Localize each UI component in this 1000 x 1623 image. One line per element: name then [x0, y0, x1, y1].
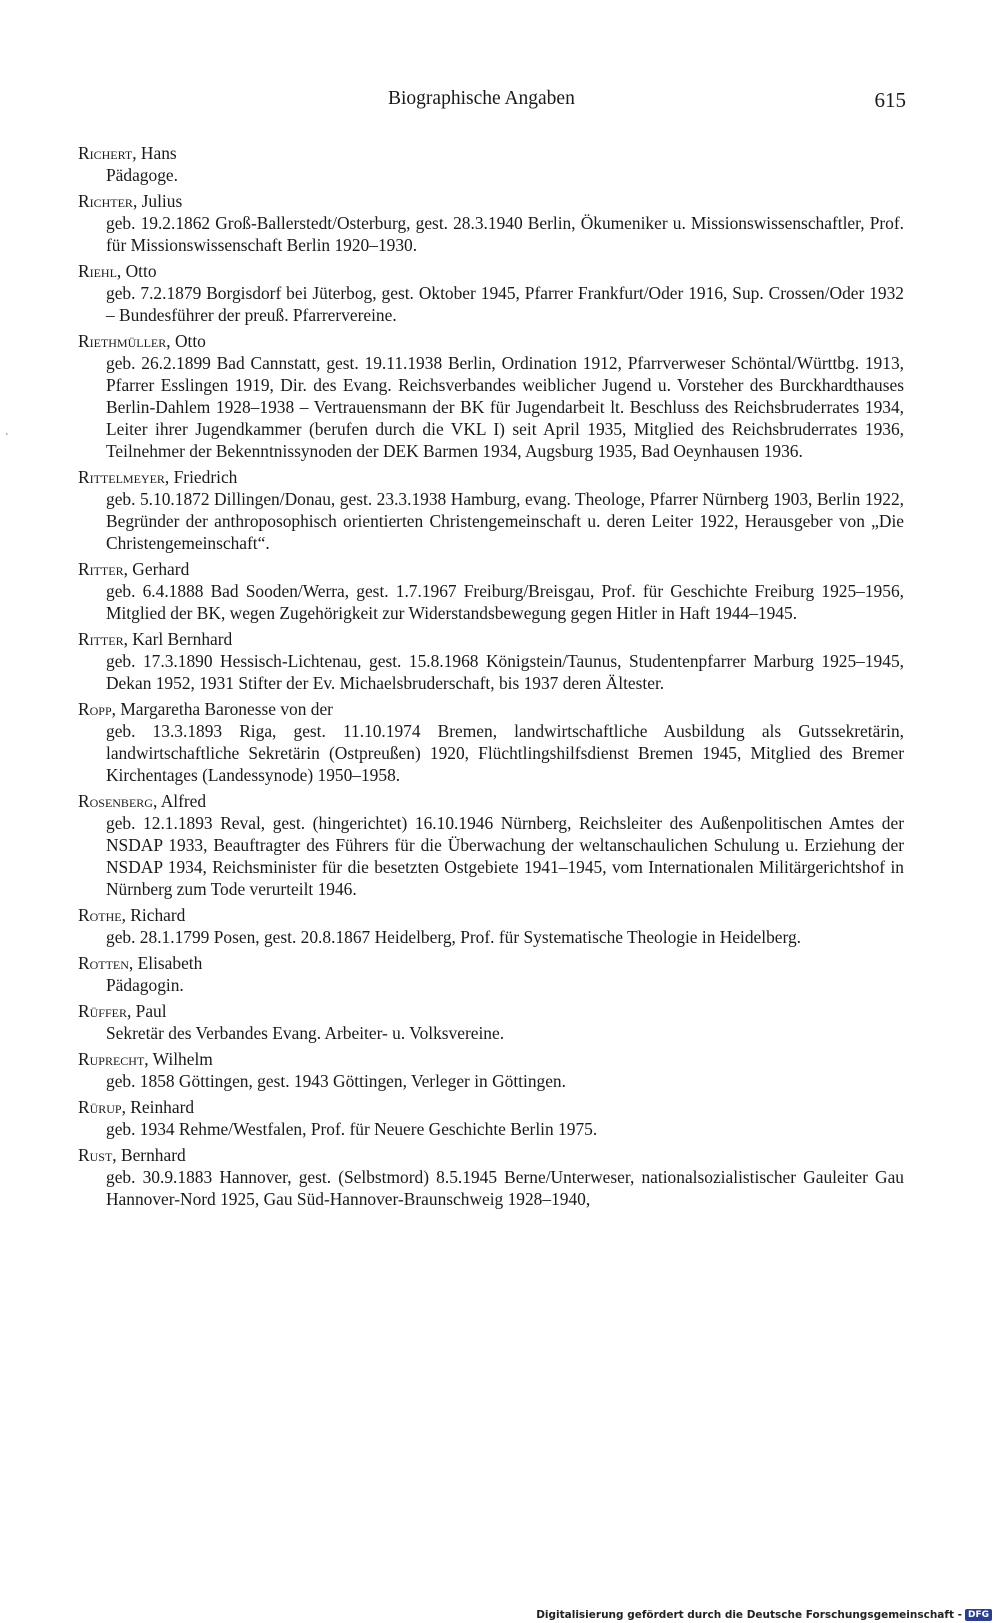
entry-biography: Sekretär des Verbandes Evang. Arbeiter- u. Volksvereine. — [106, 1023, 505, 1043]
entry-given-name: , Bernhard — [112, 1145, 186, 1165]
entry-surname: Riehl — [78, 261, 117, 281]
biography-entry — [78, 952, 904, 996]
entry-biography: geb. 19.2.1862 Groß-Ballerstedt/Osterburg, gest. 28.3.1940 Berlin, Ökumeniker u. Missionswissenschaftler, Prof. für Missionswissenschaft Berlin 1920–1930. — [106, 213, 904, 255]
entry-surname: Rürup — [78, 1097, 122, 1117]
page-header — [76, 88, 906, 118]
biography-entry — [78, 466, 904, 554]
entry-given-name: , Reinhard — [121, 1097, 195, 1117]
footer-credit: Digitalisierung gefördert durch die Deutsche Forschungsgemeinschaft - — [536, 1609, 962, 1621]
entry-name — [78, 1096, 904, 1118]
running-title: Biographische Angaben — [388, 88, 575, 109]
entry-name — [78, 698, 904, 720]
biography-entry — [78, 260, 904, 326]
biography-entry — [78, 1144, 904, 1210]
biography-entry — [78, 698, 904, 786]
entry-given-name: , Gerhard — [123, 559, 190, 579]
entry-biography: geb. 28.1.1799 Posen, gest. 20.8.1867 Heidelberg, Prof. für Systematische Theologie in Heidelberg. — [106, 927, 802, 947]
biography-entry — [78, 628, 904, 694]
entry-surname: Rosenberg — [78, 791, 153, 811]
biography-entry — [78, 1096, 904, 1140]
entry-surname: Riethmüller — [78, 331, 167, 351]
entry-surname: Rüffer — [78, 1001, 127, 1021]
entry-biography: geb. 7.2.1879 Borgisdorf bei Jüterbog, gest. Oktober 1945, Pfarrer Frankfurt/Oder 1916, Sup. Crossen/Oder 1932 – Bundesführer der preuß. Pfarrervereine. — [106, 283, 904, 325]
entry-biography: Pädagoge. — [106, 165, 178, 185]
biography-entry — [78, 558, 904, 624]
entry-name — [78, 330, 904, 352]
biography-entry — [78, 330, 904, 462]
entry-given-name: , Hans — [132, 143, 177, 163]
entry-surname: Rittelmeyer — [78, 467, 165, 487]
entry-surname: Rust — [78, 1145, 113, 1165]
entry-given-name: , Margaretha Baronesse von der — [111, 699, 333, 719]
entry-given-name: , Alfred — [152, 791, 207, 811]
entry-surname: Ritter — [78, 559, 124, 579]
entry-surname: Ruprecht — [78, 1049, 145, 1069]
entry-biography: geb. 5.10.1872 Dillingen/Donau, gest. 23.3.1938 Hamburg, evang. Theologe, Pfarrer Nürnberg 1903, Berlin 1922, Begründer der anthroposophisch orientierten Christengemeinschaft u. deren Leiter 1922, Herausgeber von „Die Christengemeinschaft“. — [106, 489, 904, 553]
entry-surname: Rotten — [78, 953, 129, 973]
entry-biography: geb. 6.4.1888 Bad Sooden/Werra, gest. 1.7.1967 Freiburg/Breisgau, Prof. für Geschichte Freiburg 1925–1956, Mitglied der BK, wegen Zugehörigkeit zur Widerstandsbewegung gegen Hitler in Haft 1944–1945. — [106, 581, 904, 623]
entry-surname: Richter — [78, 191, 133, 211]
entry-given-name: , Wilhelm — [144, 1049, 213, 1069]
biography-entry — [78, 142, 904, 186]
entry-name — [78, 1048, 904, 1070]
entry-name — [78, 1000, 904, 1022]
entry-name — [78, 558, 904, 580]
entry-biography: geb. 30.9.1883 Hannover, gest. (Selbstmord) 8.5.1945 Berne/Unterweser, nationalsozialistischer Gauleiter Gau Hannover-Nord 1925, Gau Süd-Hannover-Braunschweig 1928–1940, — [106, 1167, 904, 1209]
entry-given-name: , Otto — [166, 331, 206, 351]
entry-surname: Ritter — [78, 629, 124, 649]
entry-given-name: , Karl Bernhard — [123, 629, 233, 649]
biography-entry — [78, 1000, 904, 1044]
entry-given-name: , Paul — [126, 1001, 167, 1021]
entry-given-name: , Otto — [116, 261, 157, 281]
entry-name — [78, 628, 904, 650]
entry-name — [78, 790, 904, 812]
entry-biography: geb. 12.1.1893 Reval, gest. (hingerichtet) 16.10.1946 Nürnberg, Reichsleiter des Außenpolitischen Amtes der NSDAP 1933, Beauftragter des Führers für die Überwachung der weltanschaulichen Schulung u. Erziehung der NSDAP 1934, Reichsminister für die besetzten Ostgebiete 1941–1945, vom Internationalen Militärgerichtshof in Nürnberg zum Tode verurteilt 1946. — [106, 813, 904, 899]
entry-name — [78, 260, 904, 282]
entry-surname: Ropp — [78, 699, 112, 719]
entry-biography: Pädagogin. — [106, 975, 184, 995]
entry-biography: geb. 1858 Göttingen, gest. 1943 Göttingen, Verleger in Göttingen. — [106, 1071, 566, 1091]
biography-entry — [78, 1048, 904, 1092]
entry-name — [78, 952, 904, 974]
entry-given-name: , Elisabeth — [128, 953, 203, 973]
biography-entry — [78, 790, 904, 900]
page-footer — [536, 1609, 992, 1621]
dfg-logo: DFG — [965, 1609, 992, 1621]
biography-entries — [78, 142, 904, 1214]
page-number: 615 — [874, 88, 906, 112]
entry-name — [78, 142, 904, 164]
entry-biography: geb. 17.3.1890 Hessisch-Lichtenau, gest. 15.8.1968 Königstein/Taunus, Studentenpfarrer Marburg 1925–1945, Dekan 1952, 1931 Stifter der Ev. Michaelsbruderschaft, bis 1937 deren Ältester. — [106, 651, 904, 693]
entry-given-name: , Friedrich — [164, 467, 238, 487]
entry-given-name: , Richard — [121, 905, 186, 925]
biography-entry — [78, 190, 904, 256]
entry-name — [78, 904, 904, 926]
entry-given-name: , Julius — [132, 191, 183, 211]
biography-entry — [78, 904, 904, 948]
margin-mark: ' — [6, 432, 8, 443]
entry-biography: geb. 1934 Rehme/Westfalen, Prof. für Neuere Geschichte Berlin 1975. — [106, 1119, 598, 1139]
entry-name — [78, 1144, 904, 1166]
entry-surname: Rothe — [78, 905, 122, 925]
entry-name — [78, 190, 904, 212]
entry-surname: Richert — [78, 143, 133, 163]
entry-biography: geb. 26.2.1899 Bad Cannstatt, gest. 19.11.1938 Berlin, Ordination 1912, Pfarrverweser Schöntal/Württbg. 1913, Pfarrer Esslingen 1919, Dir. des Evang. Reichsverbandes weiblicher Jugend u. Vorsteher des Burckhardthauses Berlin-Dahlem 1928–1938 – Vertrauensmann der BK für Jugendarbeit lt. Beschluss des Reichsbruderrates 1934, Leiter ihrer Jugendkammer (berufen durch die VKL I) seit April 1935, Mitglied des Reichsbruderrates 1936, Teilnehmer der Bekenntnissynoden der DEK Barmen 1934, Augsburg 1935, Bad Oeynhausen 1936. — [106, 353, 904, 461]
entry-biography: geb. 13.3.1893 Riga, gest. 11.10.1974 Bremen, landwirtschaftliche Ausbildung als Gutssekretärin, landwirtschaftliche Sekretärin (Ostpreußen) 1920, Flüchtlingshilfsdienst Bremen 1945, Mitglied des Bremer Kirchentages (Landessynode) 1950–1958. — [106, 721, 904, 785]
entry-name — [78, 466, 904, 488]
